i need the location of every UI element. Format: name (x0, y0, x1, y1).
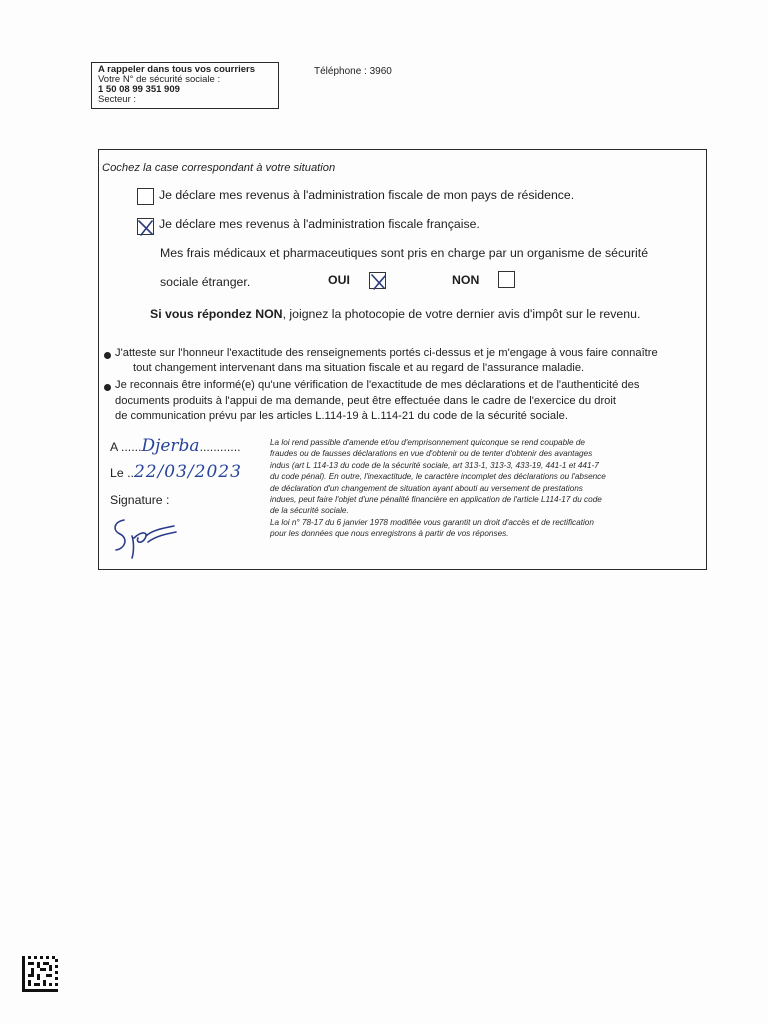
no-label: NON (452, 273, 480, 287)
legal-line: La loi rend passible d'amende et/ou d'emprisonnement quiconque se rend coupable de (270, 438, 585, 447)
ssn-label: Votre N° de sécurité sociale : (98, 74, 221, 85)
if-no-bold: Si vous répondez NON (150, 307, 283, 321)
attestation-1-line1: J'atteste sur l'honneur l'exactitude des renseignements portés ci-dessus et je m'engage à vous faire connaître (115, 347, 658, 359)
phone-number: Téléphone : 3960 (314, 66, 392, 77)
medical-question-line2: sociale étranger. (160, 275, 251, 289)
signature-label: Signature : (110, 493, 170, 507)
legal-line: indus (art L 114-13 du code de la sécurité sociale, art 313-1, 313-3, 433-19, 441-1 et 441-7 (270, 460, 599, 470)
attestation-1-line2: tout changement intervenant dans ma situation fiscale et au regard de l'assurance maladie. (133, 362, 585, 374)
date-field[interactable] (110, 462, 242, 482)
medical-question-line1: Mes frais médicaux et pharmaceutiques sont pris en charge par un organisme de sécurité (160, 246, 649, 260)
if-no-instruction (150, 307, 640, 321)
option-foreign-tax-label: Je déclare mes revenus à l'administration fiscale de mon pays de résidence. (159, 188, 575, 202)
date-handwritten: 22/03/2023 (133, 462, 242, 482)
legal-line: de déclaration d'un changement de situation ayant abouti au versement de prestations (270, 483, 583, 493)
place-handwritten: Djerba (141, 436, 200, 456)
attestation-2-line3: de communication prévu par les articles L.114-19 à L.114-21 du code de la sécurité sociale. (115, 410, 568, 422)
if-no-rest: , joignez la photocopie de votre dernier avis d'impôt sur le revenu. (282, 307, 641, 321)
checkbox-no[interactable] (498, 271, 515, 288)
date-label: Le .. (110, 466, 134, 480)
legal-line: pour les données que nous enregistrons à partir de vos réponses. (270, 529, 509, 539)
legal-line: fraudes ou de fausses déclarations en vue d'obtenir ou de tenter d'obtenir des avantages (270, 449, 593, 459)
qr-code-icon (22, 956, 58, 992)
checkbox-foreign-tax[interactable] (137, 188, 154, 205)
attestation-2-line2: documents produits à l'appui de ma demande, peut être effectuée dans le cadre de l'exercice du droit (115, 395, 616, 407)
bullet-icon (104, 352, 111, 359)
legal-line: La loi n° 78-17 du 6 janvier 1978 modifiée vous garantit un droit d'accès et de rectification (270, 517, 594, 527)
legal-line: du code pénal). En outre, l'inexactitude, le caractère incomplet des déclarations ou l'absence (270, 472, 606, 482)
checkbox-french-tax[interactable] (137, 218, 154, 235)
bullet-icon (104, 384, 111, 391)
sector-label: Secteur : (98, 94, 137, 105)
place-field[interactable] (110, 436, 241, 456)
legal-line: indues, peut faire l'objet d'une pénalité financière en application de l'article L114-17 du code (270, 495, 602, 505)
reference-box (91, 62, 279, 109)
checkbox-yes[interactable] (369, 272, 386, 289)
yes-label: OUI (328, 273, 350, 287)
ssn-value: 1 50 08 99 351 909 (98, 84, 180, 95)
handwritten-signature (108, 512, 180, 560)
place-dots: ............ (199, 440, 241, 454)
place-label: A ...... (110, 440, 142, 454)
option-french-tax-label: Je déclare mes revenus à l'administration fiscale française. (159, 217, 480, 231)
attestation-2-line1: Je reconnais être informé(e) qu'une vérification de l'exactitude de mes déclarations et de l'authenticité des (115, 379, 640, 391)
reference-title: A rappeler dans tous vos courriers (98, 64, 255, 75)
check-x-icon (370, 273, 387, 290)
form-instruction: Cochez la case correspondant à votre situation (102, 162, 336, 174)
legal-line: de la sécurité sociale. (270, 506, 349, 516)
legal-notice (270, 437, 702, 540)
check-x-icon (138, 219, 155, 236)
